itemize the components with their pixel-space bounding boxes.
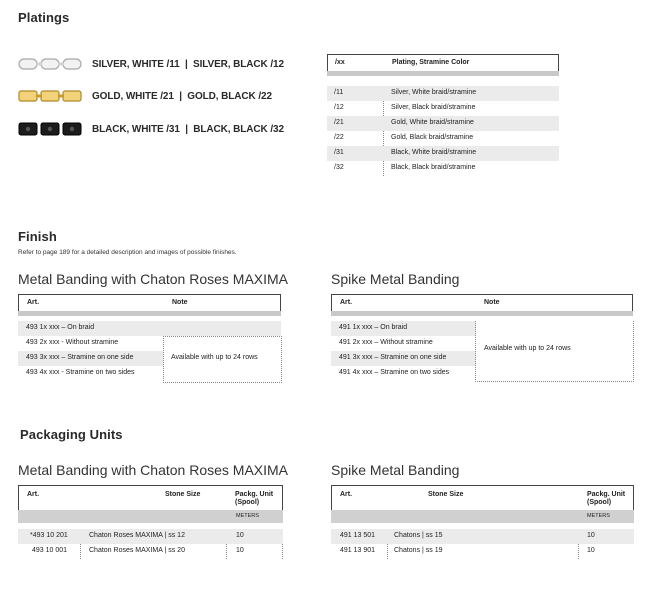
finish-right-header: Art. Note (331, 294, 633, 311)
table-row: /21 Gold, White braid/stramine (327, 116, 559, 131)
finish-right-note-cell: Available with up to 24 rows (475, 321, 634, 382)
table-row: *493 10 201 Chaton Roses MAXIMA | ss 12 10 (18, 529, 283, 544)
plating-col-code: /xx (335, 59, 345, 66)
finish-left-note-cell: Available with up to 24 rows (163, 336, 282, 383)
finish-left-table (18, 294, 281, 381)
plating-gold-label: GOLD, WHITE /21 | GOLD, BLACK /22 (92, 90, 272, 102)
finish-title: Finish (18, 229, 57, 244)
table-row: 491 1x xxx – On braid (331, 321, 476, 336)
plating-silver-label: SILVER, WHITE /11 | SILVER, BLACK /12 (92, 58, 284, 70)
table-row: /31 Black, White braid/stramine (327, 146, 559, 161)
plating-table (327, 54, 559, 176)
packaging-left-title: Metal Banding with Chaton Roses MAXIMA (18, 462, 289, 478)
table-row: 493 3x xxx – Stramine on one side (18, 351, 281, 366)
table-row: 493 10 001 Chaton Roses MAXIMA | ss 20 10 (32, 547, 244, 554)
plating-gold-row (18, 86, 272, 106)
table-row: /12 Silver, Black braid/stramine (334, 104, 476, 111)
table-row: 491 13 501 Chatons | ss 15 10 (331, 529, 634, 544)
finish-right-title: Spike Metal Banding (331, 271, 460, 287)
packaging-left-unit-bar: METERS (18, 510, 283, 523)
packaging-title: Packaging Units (20, 427, 123, 442)
table-row: 491 4x xxx – Stramine on two sides (339, 369, 450, 376)
plating-silver-row (18, 54, 284, 74)
table-row: 493 2x xxx - Without stramine (26, 339, 119, 346)
packaging-right-title: Spike Metal Banding (331, 462, 460, 478)
packaging-right-header: Art. Stone Size Packg. Unit (Spool) (331, 485, 634, 510)
finish-left-title: Metal Banding with Chaton Roses MAXIMA (18, 271, 289, 287)
black-chain-icon (18, 121, 82, 137)
table-row: /22 Gold, Black braid/stramine (334, 134, 474, 141)
table-row: /11 Silver, White braid/stramine (327, 86, 559, 101)
packaging-right-unit-bar: METERS (331, 510, 634, 523)
finish-right-table (331, 294, 633, 381)
table-row: 491 13 901 Chatons | ss 19 10 (340, 547, 595, 554)
packaging-right-table (331, 485, 634, 559)
finish-left-header: Art. Note (18, 294, 281, 311)
gold-chain-icon (18, 88, 82, 104)
packaging-left-table (18, 485, 283, 559)
table-row: 493 4x xxx - Stramine on two sides (26, 369, 135, 376)
table-row: 493 1x xxx – On braid (18, 321, 281, 336)
table-row: /32 Black, Black braid/stramine (334, 164, 476, 171)
packaging-left-header: Art. Stone Size Packg. Unit (Spool) (18, 485, 283, 510)
plating-black-row (18, 119, 284, 139)
silver-chain-icon (18, 56, 82, 72)
plating-table-header (327, 54, 559, 71)
plating-col-desc: Plating, Stramine Color (392, 59, 470, 66)
finish-note: Refer to page 189 for a detailed description and images of possible finishes. (18, 249, 237, 256)
platings-title: Platings (18, 10, 70, 25)
plating-black-label: BLACK, WHITE /31 | BLACK, BLACK /32 (92, 123, 284, 135)
table-row: 491 3x xxx – Stramine on one side (331, 351, 476, 366)
table-row: 491 2x xxx – Without stramine (339, 339, 433, 346)
